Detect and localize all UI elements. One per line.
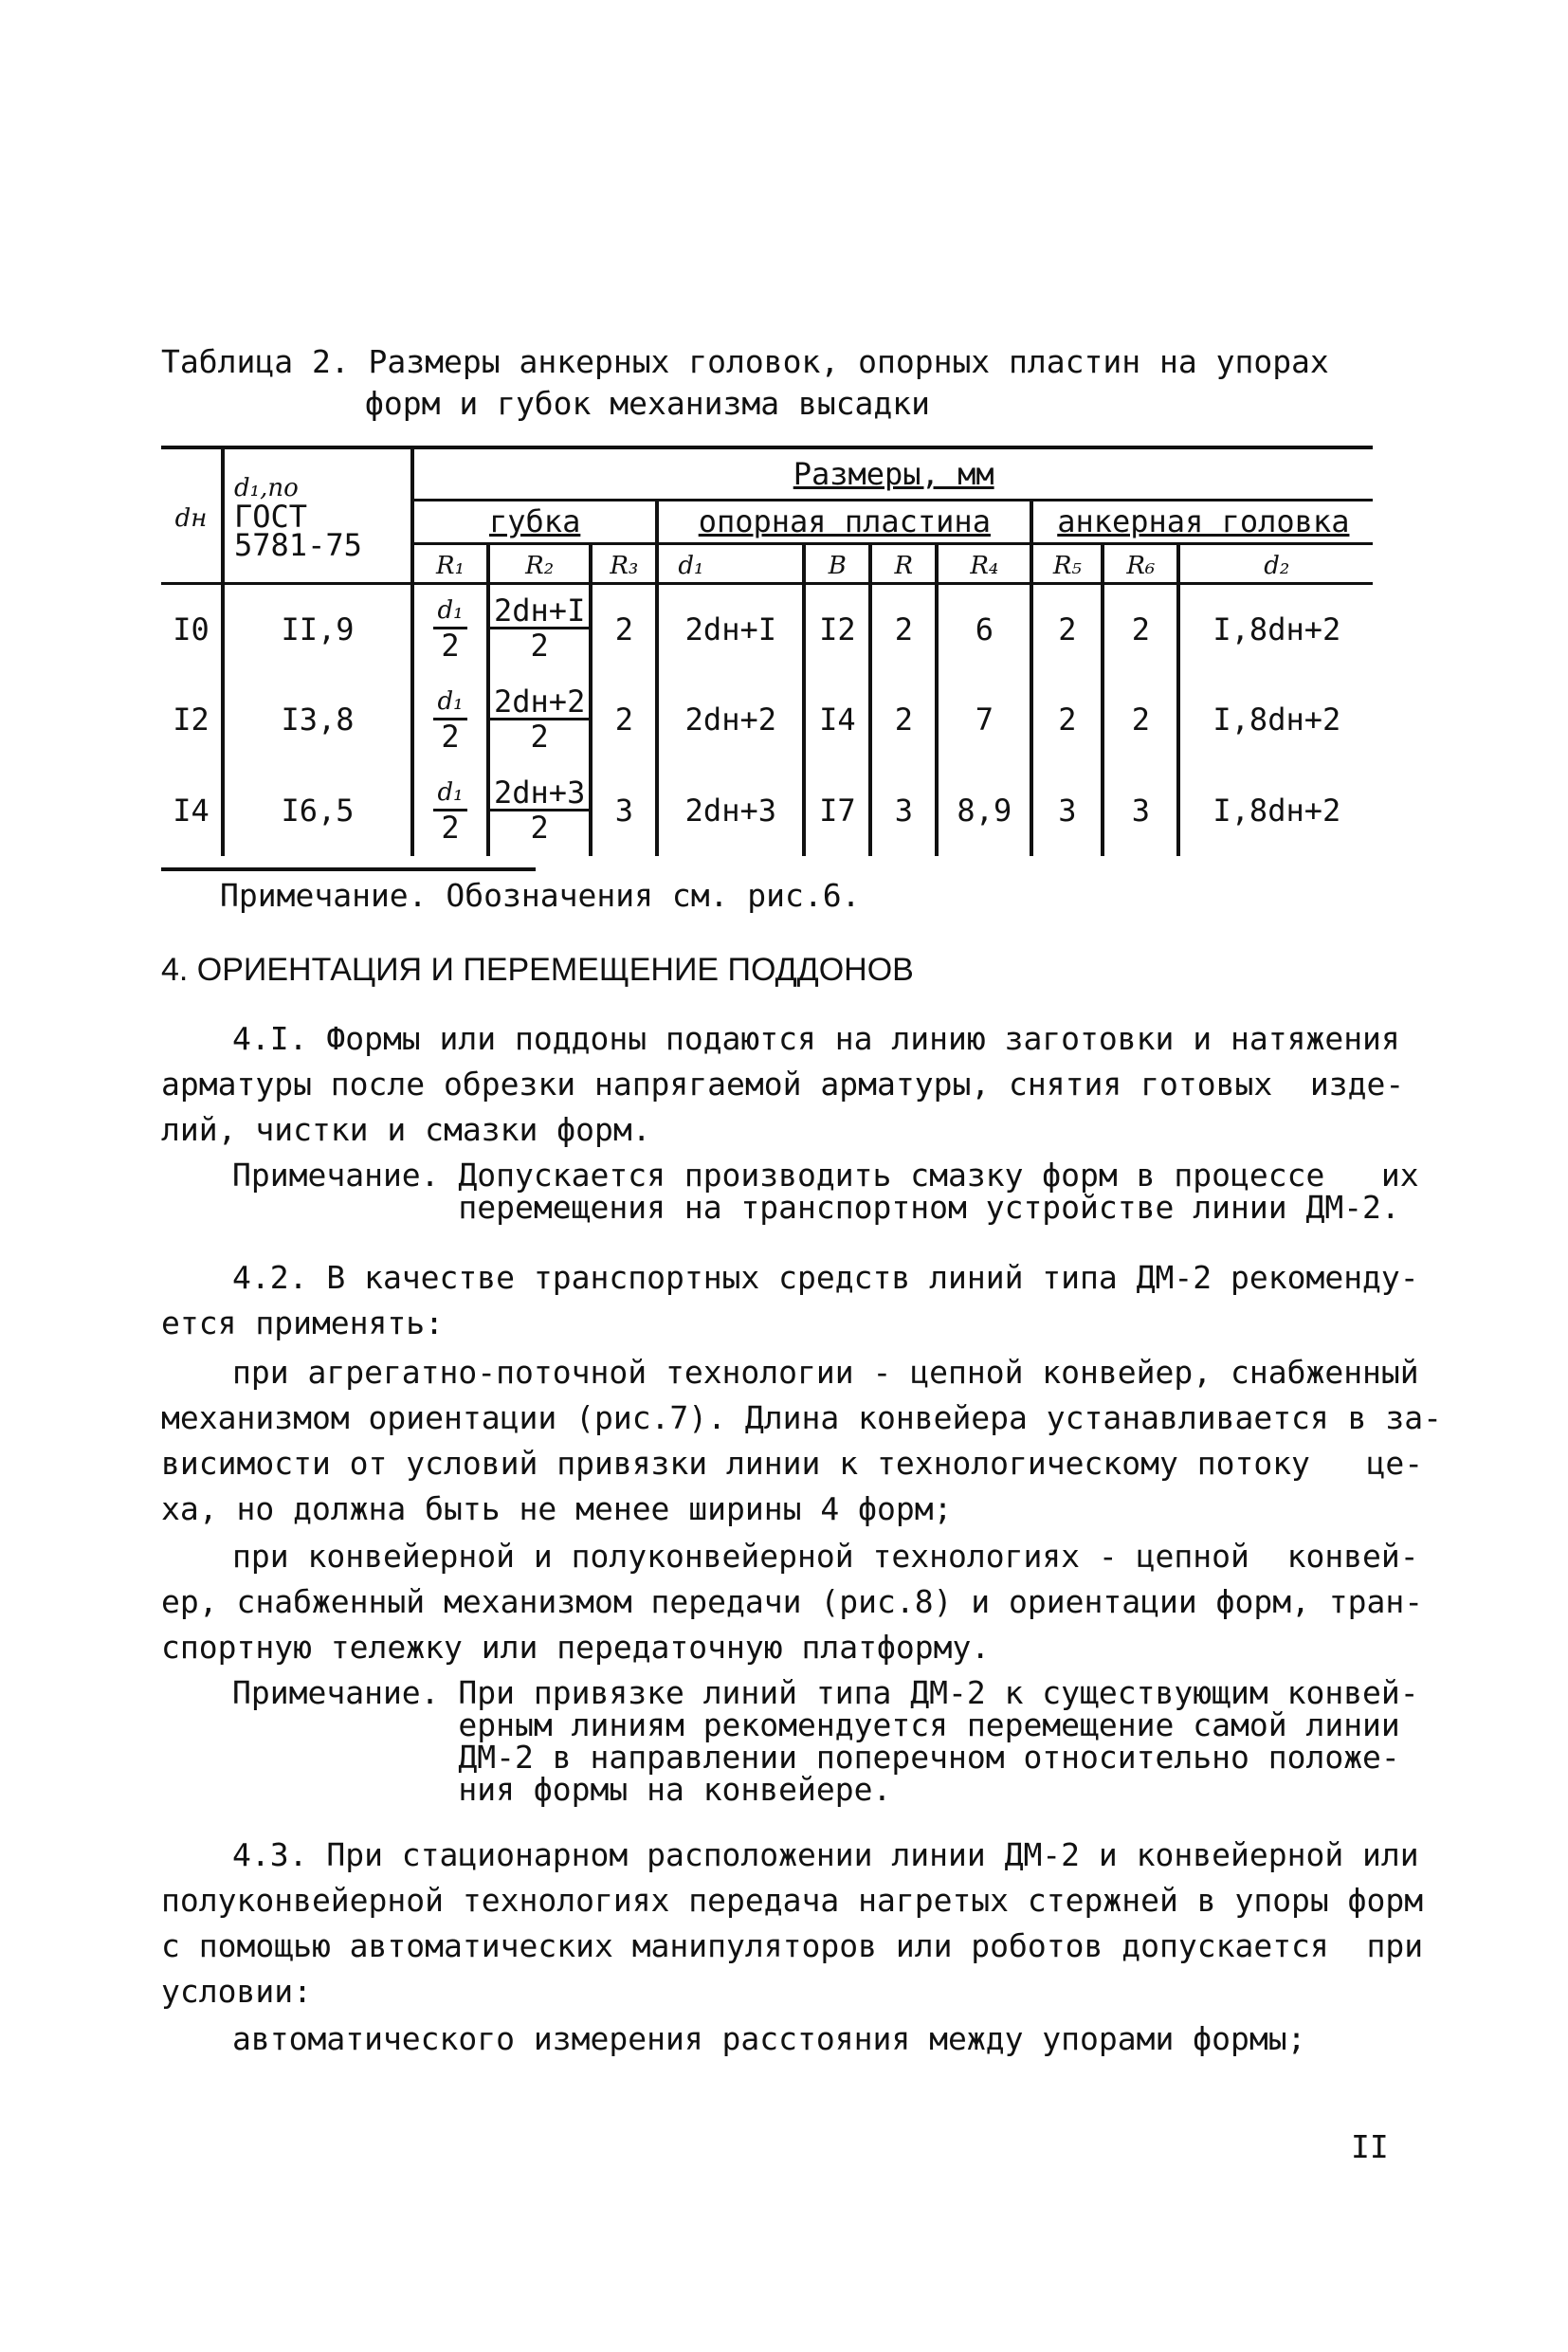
p42a-line3: висимости от условий привязки линии к технологическому потоку це- [161,1445,1424,1482]
col-b: B [804,543,870,583]
cell-r6: 3 [1103,765,1178,856]
cell-r1: $\frac{\text{d₁}}{2}$ [412,583,488,674]
col-d1: d₁ [657,543,804,583]
cell-r: 2 [870,583,937,674]
cell-r3: 3 [591,765,657,856]
cell-b: I4 [804,674,870,765]
p43-line1: 4.3. При стационарном расположении линии ДМ-2 и конвейерной или [232,1836,1419,1873]
p41-line1: 4.I. Формы или поддоны подаются на линию заготовки и натяжения [232,1020,1400,1057]
p43a-line: автоматического измерения расстояния между упорами формы; [232,2020,1306,2057]
cell-d1: I3,8 [223,674,412,765]
cell-d2: I,8dн+2 [1178,583,1373,674]
cell-d2: I,8dн+2 [1178,674,1373,765]
cell-plate-d1: 2dн+2 [657,674,804,765]
header-group-head: анкерная головка [1031,500,1373,543]
p41-line2: арматуры после обрезки напрягаемой арматуры, снятия готовых изде- [161,1066,1405,1103]
p43-line2: полуконвейерной технологиях передача нагретых стержней в упоры форм [161,1882,1424,1919]
note42-line4: ния формы на конвейере. [232,1771,892,1808]
table-caption-line1: Таблица 2. Размеры анкерных головок, опорных пластин на упорах [161,343,1329,380]
col-r5: R₅ [1031,543,1103,583]
cell-d1: I6,5 [223,765,412,856]
cell-r4: 8,9 [937,765,1031,856]
cell-r5: 3 [1031,765,1103,856]
table-bottom-rule [161,867,536,871]
col-r3: R₃ [591,543,657,583]
cell-r2: $\frac{2dн+I}{2}$ [488,583,591,674]
cell-r: 2 [870,674,937,765]
p41-line3: лий, чистки и смазки форм. [161,1111,651,1148]
cell-r5: 2 [1031,674,1103,765]
cell-plate-d1: 2dн+3 [657,765,804,856]
cell-r4: 7 [937,674,1031,765]
p42a-line2: механизмом ориентации (рис.7). Длина конвейера устанавливается в за- [161,1399,1443,1436]
cell-dn: I0 [173,611,210,647]
p43-line4: условии: [161,1973,312,2010]
cell-r4: 6 [937,583,1031,674]
cell-r2: $\frac{2dн+2}{2}$ [488,674,591,765]
p43-line3: с помощью автоматических манипуляторов или роботов допускается при [161,1927,1424,1964]
p42b-line3: спортную тележку или передаточную платформу. [161,1629,991,1666]
note41-line2: перемещения на транспортном устройстве линии ДМ-2. [232,1189,1400,1226]
cell-r3: 2 [591,583,657,674]
section-title: 4. ОРИЕНТАЦИЯ И ПЕРЕМЕЩЕНИЕ ПОДДОНОВ [161,952,914,988]
note42-line3: ДМ-2 в направлении поперечном относительно положе- [232,1739,1400,1776]
p42b-line1: при конвейерной и полуконвейерной технологиях - цепной конвей- [232,1538,1419,1575]
cell-r6: 2 [1103,674,1178,765]
cell-r2: $\frac{2dн+3}{2}$ [488,765,591,856]
cell-r3: 2 [591,674,657,765]
p42a-line1: при агрегатно-поточной технологии - цепной конвейер, снабженный [232,1354,1419,1391]
cell-r6: 2 [1103,583,1178,674]
cell-d1: II,9 [223,583,412,674]
col-r4: R₄ [937,543,1031,583]
header-group-gubka: губка [412,500,657,543]
note42-line1: Примечание. При привязке линий типа ДМ-2 к существующим конвей- [232,1674,1419,1711]
sizes-table [161,446,1373,856]
header-sizes: Размеры, мм [412,447,1373,500]
header-d1-gost: d₁,по ГОСТ 5781-75 [223,447,412,583]
cell-r: 3 [870,765,937,856]
p42b-line2: ер, снабженный механизмом передачи (рис.8) и ориентации форм, тран- [161,1583,1424,1620]
table-row [161,674,1373,765]
cell-b: I2 [804,583,870,674]
col-r1: R₁ [412,543,488,583]
note42-line2: ерным линиям рекомендуется перемещение самой линии [232,1706,1400,1743]
cell-dn: I4 [173,793,210,829]
p42a-line4: ха, но должна быть не менее ширины 4 форм; [161,1490,953,1527]
cell-r5: 2 [1031,583,1103,674]
cell-r1: $\frac{\text{d₁}}{2}$ [412,674,488,765]
table-note: Примечание. Обозначения см. рис.6. [220,877,861,914]
cell-d2: I,8dн+2 [1178,765,1373,856]
header-group-plate: опорная пластина [657,500,1031,543]
col-r6: R₆ [1103,543,1178,583]
p42-line1: 4.2. В качестве транспортных средств линий типа ДМ-2 рекоменду- [232,1259,1419,1296]
cell-plate-d1: 2dн+I [657,583,804,674]
col-r: R [870,543,937,583]
col-r2: R₂ [488,543,591,583]
cell-r1: $\frac{\text{d₁}}{2}$ [412,765,488,856]
table-caption-line2: форм и губок механизма высадки [365,385,931,422]
col-d2: d₂ [1178,543,1373,583]
page-number: II [1351,2128,1389,2165]
p42-line2: ется применять: [161,1304,445,1341]
header-dn: dн [161,447,223,583]
table-row [161,765,1373,856]
cell-b: I7 [804,765,870,856]
cell-dn: I2 [173,702,210,738]
table-row [161,583,1373,674]
note41-line1: Примечание. Допускается производить смазку форм в процессе их [232,1157,1419,1194]
